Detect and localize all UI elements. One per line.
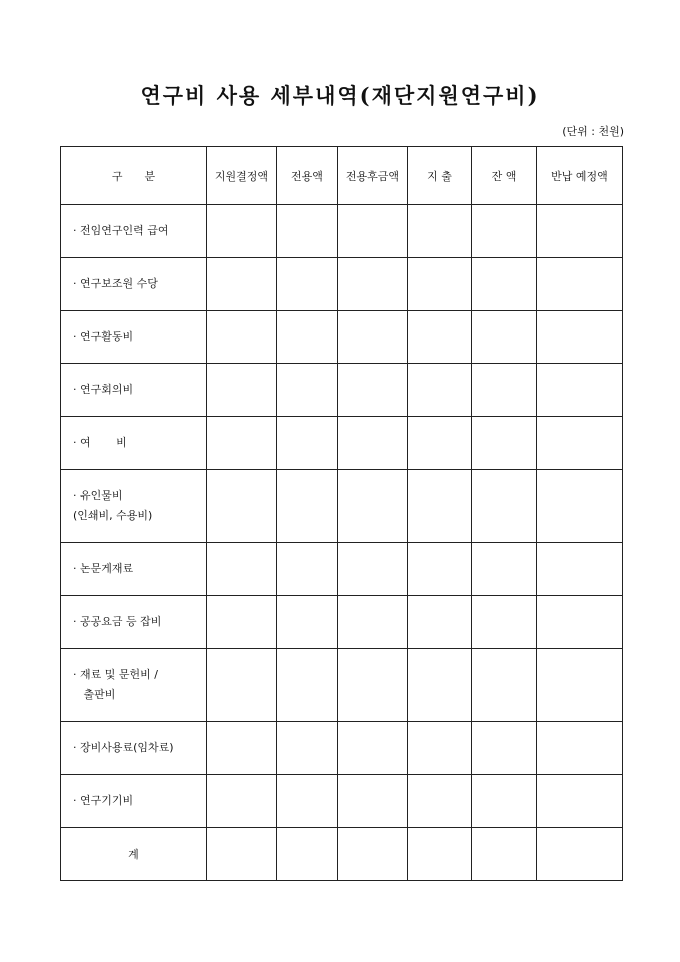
table-cell[interactable]	[207, 543, 277, 596]
table-cell[interactable]	[338, 775, 408, 828]
row-label: · 연구회의비	[61, 364, 207, 417]
table-cell[interactable]	[207, 417, 277, 470]
row-label: · 전임연구인력 급여	[61, 205, 207, 258]
table-cell[interactable]	[472, 649, 537, 722]
row-label: · 논문게재료	[61, 543, 207, 596]
table-cell[interactable]	[207, 649, 277, 722]
row-label-line1: · 유인물비	[73, 489, 123, 502]
table-cell[interactable]	[338, 722, 408, 775]
header-transfer-amount: 전용액	[277, 147, 338, 205]
table-row	[61, 596, 623, 649]
table-cell[interactable]	[408, 722, 472, 775]
table-row	[61, 470, 623, 543]
table-cell[interactable]	[472, 311, 537, 364]
table-row	[61, 364, 623, 417]
table-cell[interactable]	[537, 311, 623, 364]
table-cell[interactable]	[277, 311, 338, 364]
header-refund-planned: 반납 예정액	[537, 147, 623, 205]
table-cell[interactable]	[408, 417, 472, 470]
table-cell[interactable]	[537, 258, 623, 311]
table-cell[interactable]	[472, 470, 537, 543]
table-cell[interactable]	[277, 258, 338, 311]
table-cell[interactable]	[472, 596, 537, 649]
table-cell[interactable]	[338, 364, 408, 417]
table-row	[61, 258, 623, 311]
table-cell[interactable]	[537, 470, 623, 543]
row-label: · 공공요금 등 잡비	[61, 596, 207, 649]
table-cell[interactable]	[338, 258, 408, 311]
table-cell[interactable]	[537, 722, 623, 775]
table-cell[interactable]	[277, 543, 338, 596]
table-cell[interactable]	[338, 311, 408, 364]
table-cell[interactable]	[472, 775, 537, 828]
table-cell[interactable]	[408, 543, 472, 596]
table-cell[interactable]	[277, 364, 338, 417]
table-cell[interactable]	[277, 470, 338, 543]
table-cell[interactable]	[207, 470, 277, 543]
total-row	[61, 828, 623, 881]
table-cell[interactable]	[472, 722, 537, 775]
table-row	[61, 417, 623, 470]
table-cell[interactable]	[207, 828, 277, 881]
table-cell[interactable]	[472, 543, 537, 596]
table-cell[interactable]	[472, 828, 537, 881]
table-cell[interactable]	[537, 828, 623, 881]
total-label: 계	[61, 828, 207, 881]
table-cell[interactable]	[408, 828, 472, 881]
table-cell[interactable]	[277, 649, 338, 722]
expense-table	[60, 146, 623, 881]
table-cell[interactable]	[537, 543, 623, 596]
table-cell[interactable]	[472, 205, 537, 258]
header-row	[61, 147, 623, 205]
row-label: · 연구기기비	[61, 775, 207, 828]
table-cell[interactable]	[207, 205, 277, 258]
table-cell[interactable]	[472, 258, 537, 311]
table-cell[interactable]	[408, 775, 472, 828]
table-cell[interactable]	[537, 417, 623, 470]
table-row	[61, 649, 623, 722]
row-label: · 연구보조원 수당	[61, 258, 207, 311]
header-approved-amount: 지원결정액	[207, 147, 277, 205]
row-label-line1: · 재료 및 문헌비 /	[73, 668, 158, 681]
table-cell[interactable]	[338, 470, 408, 543]
table-cell[interactable]	[277, 722, 338, 775]
table-cell[interactable]	[472, 417, 537, 470]
table-cell[interactable]	[338, 205, 408, 258]
row-label: · 연구활동비	[61, 311, 207, 364]
table-row	[61, 543, 623, 596]
table-cell[interactable]	[207, 775, 277, 828]
table-cell[interactable]	[277, 417, 338, 470]
table-cell[interactable]	[277, 775, 338, 828]
table-cell[interactable]	[537, 364, 623, 417]
table-cell[interactable]	[207, 364, 277, 417]
table-cell[interactable]	[537, 775, 623, 828]
table-cell[interactable]	[408, 311, 472, 364]
table-cell[interactable]	[408, 258, 472, 311]
table-cell[interactable]	[277, 828, 338, 881]
table-cell[interactable]	[408, 205, 472, 258]
table-cell[interactable]	[408, 470, 472, 543]
header-balance: 잔 액	[472, 147, 537, 205]
table-cell[interactable]	[408, 649, 472, 722]
table-cell[interactable]	[537, 596, 623, 649]
table-cell[interactable]	[207, 311, 277, 364]
table-cell[interactable]	[472, 364, 537, 417]
table-cell[interactable]	[537, 205, 623, 258]
table-cell[interactable]	[338, 649, 408, 722]
row-label: · 여 비	[61, 417, 207, 470]
header-expenditure: 지 출	[408, 147, 472, 205]
table-cell[interactable]	[338, 828, 408, 881]
table-cell[interactable]	[277, 205, 338, 258]
row-label	[61, 649, 207, 722]
table-cell[interactable]	[207, 258, 277, 311]
table-cell[interactable]	[408, 596, 472, 649]
header-category: 구 분	[61, 147, 207, 205]
table-row	[61, 311, 623, 364]
table-row	[61, 205, 623, 258]
table-row	[61, 775, 623, 828]
table-cell[interactable]	[338, 417, 408, 470]
row-label	[61, 470, 207, 543]
unit-label: (단위 : 천원)	[562, 125, 624, 138]
header-post-transfer-amount: 전용후금액	[338, 147, 408, 205]
table-cell[interactable]	[338, 543, 408, 596]
table-cell[interactable]	[537, 649, 623, 722]
table-cell[interactable]	[338, 596, 408, 649]
table-cell[interactable]	[207, 596, 277, 649]
row-label: · 장비사용료(임차료)	[61, 722, 207, 775]
table-row	[61, 722, 623, 775]
row-label-line2: (인쇄비, 수용비)	[73, 509, 153, 522]
table-cell[interactable]	[277, 596, 338, 649]
table-cell[interactable]	[207, 722, 277, 775]
table-cell[interactable]	[408, 364, 472, 417]
row-label-line2: 출판비	[73, 688, 116, 701]
document-title: 연구비 사용 세부내역(재단지원연구비)	[140, 83, 540, 108]
